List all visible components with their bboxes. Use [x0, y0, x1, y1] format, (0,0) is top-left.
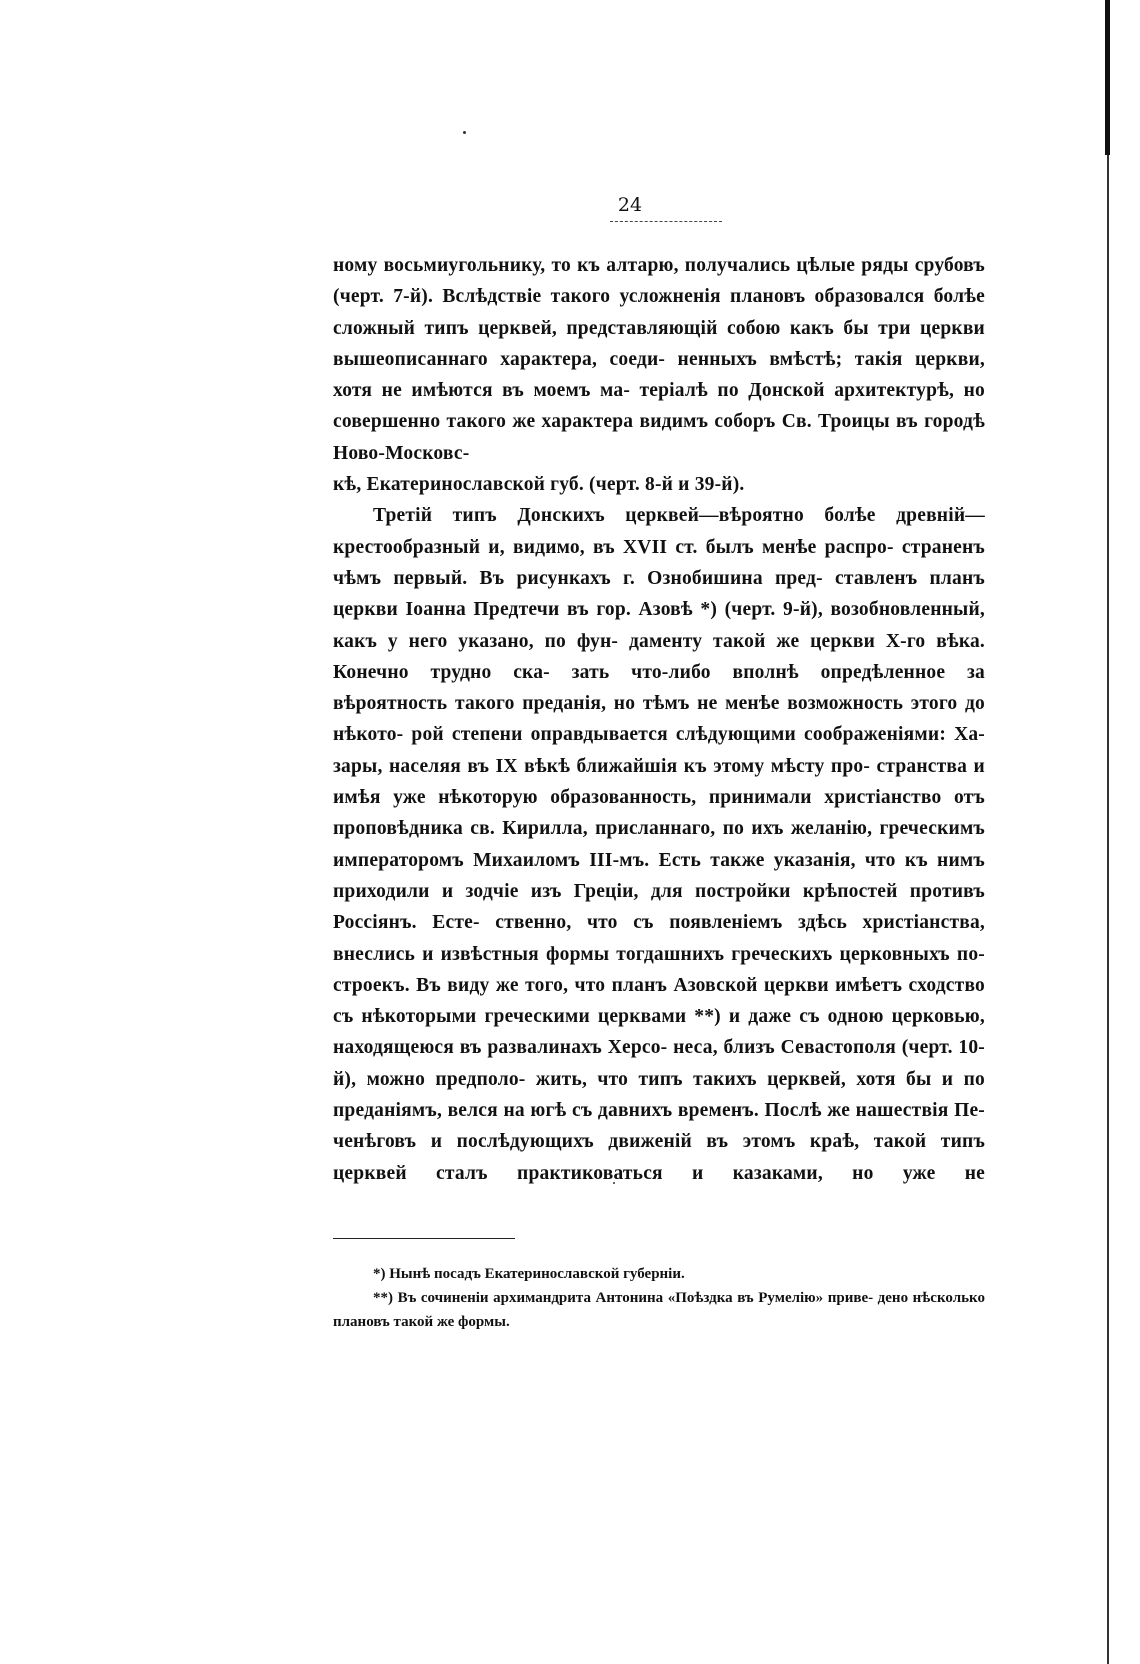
scan-speck — [463, 131, 466, 134]
text-line: типъ церквей сталъ практиковаться и казаками, но уже не — [333, 1131, 986, 1184]
text-line: сходство съ нѣкоторыми греческими церквами **) и даже — [333, 974, 985, 1028]
text-line: кѣ, Екатеринославской губ. (черт. 8-й и 39-й). — [333, 474, 745, 496]
text-line: неса, близъ Севастополя (черт. 10-й), можно предполо- — [333, 1037, 985, 1090]
text-line: собою какъ бы три церкви вышеописаннаго характера, соеди- — [333, 317, 985, 370]
text-line: ственно, что съ появленіемъ здѣсь христіанства, внеслись — [333, 912, 986, 965]
text-line: характера видимъ соборъ Св. Троицы въ городѣ Ново-Московс- — [333, 411, 985, 464]
text-line: срубовъ (черт. 7-й). Вслѣдствіе такого усложненія плановъ — [333, 255, 985, 308]
text-line: (черт. 9-й), возобновленный, какъ у него указано, по фун- — [333, 599, 985, 652]
text-line: теріалѣ по Донской архитектурѣ, но совершенно такого же — [333, 380, 985, 433]
text-line: рой степени оправдывается слѣдующими соображеніями: Ха- — [411, 724, 985, 746]
text-line: страненъ чѣмъ первый. Въ рисункахъ г. Ознобишина пред- — [333, 536, 985, 589]
footnote-rule — [333, 1238, 515, 1239]
paragraph-1-end — [333, 469, 985, 500]
text-line: строекъ. Въ виду же того, что планъ Азовской церкви имѣетъ — [333, 974, 903, 996]
body-text — [333, 250, 985, 1189]
text-line: христіанство отъ проповѣдника св. Кирилла, присланнаго, — [333, 787, 985, 840]
text-line: Третій типъ Донскихъ церквей—вѣроятно болѣе древній— — [373, 505, 985, 527]
text-line: преданія, но тѣмъ не менѣе возможность этого до нѣкото- — [333, 693, 985, 746]
page-number-rule — [610, 221, 722, 222]
text-line: и извѣстныя формы тогдашнихъ греческихъ церковныхъ по- — [422, 943, 985, 965]
footnote-1: *) Нынѣ посадъ Екатеринославской губерніи. — [373, 1266, 685, 1282]
text-line: съ одною церковью, находящеюся въ развалинахъ Херсо- — [333, 1006, 985, 1059]
text-line: ченѣговъ и послѣдующихъ движеній въ этомъ краѣ, такой — [333, 1131, 927, 1153]
page-number: 24 — [617, 194, 643, 216]
text-line: по ихъ желанію, греческимъ императоромъ Михаиломъ III-мъ. — [333, 818, 985, 871]
text-line: образовался болѣе сложный типъ церквей, представляющій — [333, 286, 985, 339]
text-line: ненныхъ вмѣстѣ; такія церкви, хотя не имѣются въ моемъ ма- — [333, 348, 985, 402]
scan-edge-line — [1107, 155, 1109, 1664]
text-line: крестообразный и, видимо, въ XVII ст. былъ менѣе распро- — [333, 536, 894, 558]
text-line: ставленъ планъ церкви Іоанна Предтечи въ гор. Азовѣ *) — [333, 567, 985, 621]
text-line: ному восьмиугольнику, то къ алтарю, получались цѣлые ряды — [333, 255, 909, 276]
text-line: велся на югѣ съ давнихъ временъ. Послѣ же нашествія Пе- — [447, 1100, 985, 1122]
text-line: странства и имѣя уже нѣкоторую образованность, принимали — [333, 755, 985, 809]
text-line: зары, населяя въ IX вѣкѣ ближайшія къ этому мѣсту про- — [333, 755, 871, 777]
paragraph-1 — [333, 250, 985, 469]
paragraph-2 — [333, 500, 985, 1189]
text-line: жить, что типъ такихъ церквей, хотя бы и по преданіямъ, — [333, 1068, 985, 1122]
footnote-2: **) Въ сочиненіи архимандрита Антонина «Поѣздка въ Румелію» приве- дено нѣсколько плановъ такой же формы. — [333, 1290, 985, 1330]
scan-edge-shadow — [1105, 0, 1110, 155]
text-line: даменту такой же церкви X-го вѣка. Конечно трудно ска- — [333, 630, 985, 683]
footnotes — [333, 1262, 985, 1334]
text-line: зать что-либо вполнѣ опредѣленное за вѣроятность такого — [333, 661, 985, 715]
text-line: Есть также указанія, что къ нимъ приходили и зодчіе изъ — [333, 849, 985, 902]
text-line: Греціи, для постройки крѣпостей противъ Россіянъ. Есте- — [333, 880, 985, 934]
